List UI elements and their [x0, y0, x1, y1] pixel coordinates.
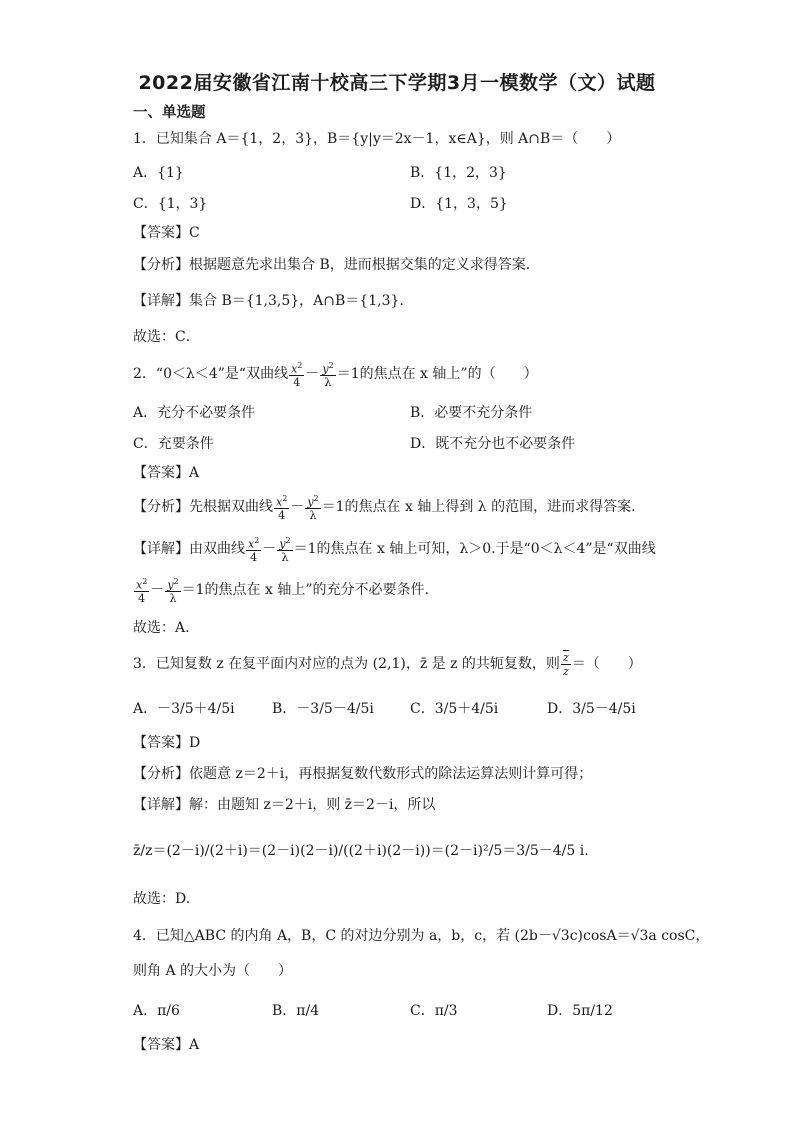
q3-stem-pre: 3．已知复数 z 在复平面内对应的点为 (2,1)，z̄ 是 z 的共轭复数，则: [133, 656, 560, 672]
hyperbola-y-term: $\frac{y^2}{\lambda}$: [307, 493, 319, 523]
q3-option-d: D．3/5－4/5i: [547, 701, 636, 717]
q2-detail-cont: $\frac{x^2}{4}$ － $\frac{y^2}{\lambda}$ ＝1的焦点在 x 轴上”的充分不必要条件.: [136, 576, 429, 606]
q1-option-b: B．{1，2，3}: [410, 165, 507, 181]
zbar-over-z: $\frac{\overline{z}}{z}$: [562, 650, 569, 678]
q3-option-c: C．3/5＋4/5i: [410, 701, 499, 717]
q1-detail: 【详解】集合 B＝{1,3,5}，A∩B＝{1,3}.: [133, 293, 404, 309]
q2-answer: 【答案】A: [133, 465, 200, 481]
q3-detail: 【详解】解：由题知 z＝2＋i，则 z̄＝2－i，所以: [133, 797, 436, 813]
q2-option-a: A．充分不必要条件: [133, 405, 256, 421]
q4-option-c: C．π/3: [410, 1003, 458, 1019]
q4-option-a: A．π/6: [133, 1003, 180, 1019]
q1-option-a: A．{1}: [133, 165, 184, 181]
page-title: 2022届安徽省江南十校高三下学期3月一模数学（文）试题: [138, 72, 656, 94]
hyperbola-x-term: $\frac{x^2}{4}$: [291, 360, 303, 390]
q2-choose: 故选：A.: [133, 620, 190, 636]
q2-analysis-pre: 【分析】先根据双曲线: [133, 499, 273, 515]
q1-answer: 【答案】C: [133, 225, 200, 241]
q4-answer: 【答案】A: [133, 1037, 200, 1053]
q1-option-d: D．{1，3，5}: [410, 196, 508, 212]
section-heading: 一、单选题: [133, 105, 206, 121]
q4-stem: 4．已知△ABC 的内角 A，B，C 的对边分别为 a，b，c，若 (2b－√3c)cosA＝√3a cosC，: [133, 928, 710, 944]
q2-stem: 2．“0＜λ＜4”是“双曲线 $\frac{x^2}{4}$ － $\frac{y^2}{\lambda}$ ＝1的焦点在 x 轴上”的（ ）: [133, 360, 538, 390]
q3-stem-post: ＝（ ）: [571, 656, 642, 672]
q3-calc: z̄/z＝(2－i)/(2＋i)＝(2－i)(2－i)/((2＋i)(2－i))＝(2－i)²/5＝3/5－4/5 i.: [133, 843, 589, 859]
q3-answer: 【答案】D: [133, 735, 201, 751]
hyperbola-x-term: $\frac{x^2}{4}$: [276, 493, 288, 523]
q3-stem: [133, 647, 642, 681]
hyperbola-x-term: $\frac{x^2}{4}$: [136, 576, 148, 606]
q2-detail: 【详解】由双曲线 $\frac{x^2}{4}$ － $\frac{y^2}{\lambda}$ ＝1的焦点在 x 轴上可知，λ＞0.于是“0＜λ＜4”是“双曲线: [133, 535, 656, 565]
hyperbola-y-term: $\frac{y^2}{\lambda}$: [167, 576, 179, 606]
q3-analysis: 【分析】依题意 z＝2＋i，再根据复数代数形式的除法运算法则计算可得；: [133, 766, 593, 782]
q2-detail-post: ＝1的焦点在 x 轴上可知，λ＞0.于是“0＜λ＜4”是“双曲线: [293, 541, 656, 557]
q2-option-d: D．既不充分也不必要条件: [410, 436, 576, 452]
q4-option-b: B．π/4: [272, 1003, 320, 1019]
q2-analysis: 【分析】先根据双曲线 $\frac{x^2}{4}$ － $\frac{y^2}{\lambda}$ ＝1的焦点在 x 轴上得到 λ 的范围，进而求得答案.: [133, 493, 636, 523]
q1-choose: 故选：C．: [133, 329, 200, 345]
q4-stem-2: 则角 A 的大小为（ ）: [133, 963, 293, 979]
q2-detail-cont-text: ＝1的焦点在 x 轴上”的充分不必要条件.: [181, 582, 429, 598]
q3-choose: 故选：D.: [133, 891, 191, 907]
q4-option-d: D．5π/12: [547, 1003, 613, 1019]
q1-stem: 1．已知集合 A＝{1，2，3}，B＝{y|y＝2x－1，x∈A}，则 A∩B＝（ ）: [133, 131, 621, 147]
q1-analysis: 【分析】根据题意先求出集合 B，进而根据交集的定义求得答案.: [133, 257, 531, 273]
q1-option-c: C．{1，3}: [133, 196, 208, 212]
hyperbola-y-term: $\frac{y^2}{\lambda}$: [279, 535, 291, 565]
q2-detail-pre: 【详解】由双曲线: [133, 541, 245, 557]
hyperbola-y-term: $\frac{y^2}{\lambda}$: [322, 360, 334, 390]
q2-stem-post: ＝1的焦点在 x 轴上”的（ ）: [336, 366, 538, 382]
q2-option-c: C．充要条件: [133, 436, 214, 452]
q2-option-b: B．必要不充分条件: [410, 405, 533, 421]
q2-stem-pre: 2．“0＜λ＜4”是“双曲线: [133, 366, 289, 382]
q3-option-a: A．－3/5＋4/5i: [133, 701, 235, 717]
q3-option-b: B．－3/5－4/5i: [272, 701, 374, 717]
q2-analysis-post: ＝1的焦点在 x 轴上得到 λ 的范围，进而求得答案.: [321, 499, 636, 515]
hyperbola-x-term: $\frac{x^2}{4}$: [248, 535, 260, 565]
